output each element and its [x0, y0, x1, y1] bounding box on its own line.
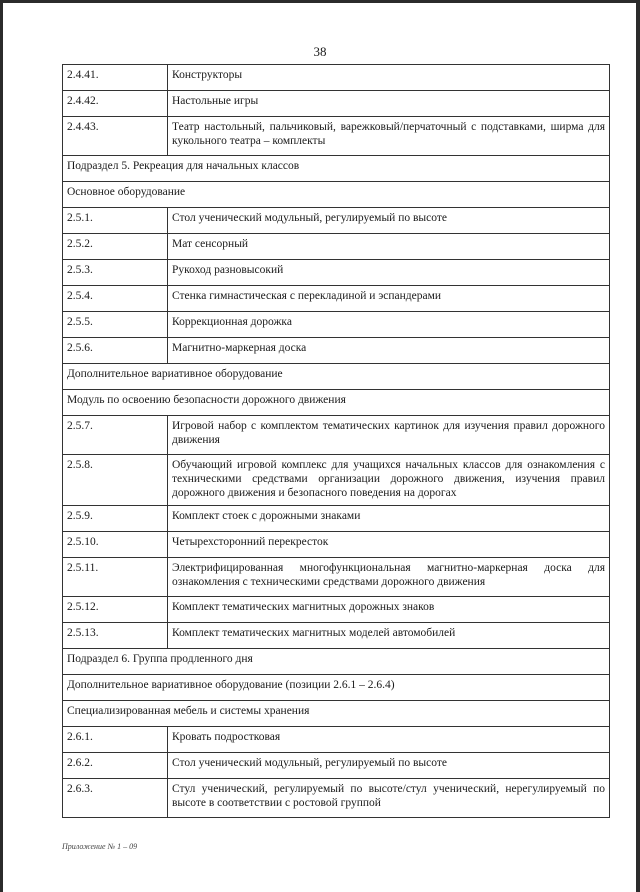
item-row	[63, 260, 610, 286]
item-number: 2.5.13.	[63, 623, 168, 649]
item-description: Мат сенсорный	[168, 234, 610, 260]
section-row	[63, 156, 610, 182]
item-number: 2.4.42.	[63, 91, 168, 117]
item-number: 2.5.7.	[63, 416, 168, 455]
item-description: Стол ученический модульный, регулируемый по высоте	[168, 208, 610, 234]
item-description: Стенка гимнастическая с перекладиной и эспандерами	[168, 286, 610, 312]
item-number: 2.5.2.	[63, 234, 168, 260]
section-heading: Основное оборудование	[63, 182, 610, 208]
item-number: 2.5.10.	[63, 532, 168, 558]
item-number: 2.5.4.	[63, 286, 168, 312]
item-description: Рукоход разновысокий	[168, 260, 610, 286]
item-row	[63, 312, 610, 338]
item-description: Настольные игры	[168, 91, 610, 117]
item-description: Комплект тематических магнитных дорожных знаков	[168, 597, 610, 623]
section-row	[63, 701, 610, 727]
item-row	[63, 623, 610, 649]
item-description: Обучающий игровой комплекс для учащихся начальных классов для ознакомления с техническими средствами организации дорожного движения, изучения правил дорожного движения и безопасного поведения на дорогах	[168, 455, 610, 506]
item-number: 2.5.8.	[63, 455, 168, 506]
page-number: 38	[313, 44, 327, 59]
item-row	[63, 234, 610, 260]
scan-edge-right	[636, 0, 640, 892]
item-description: Коррекционная дорожка	[168, 312, 610, 338]
item-description: Комплект тематических магнитных моделей автомобилей	[168, 623, 610, 649]
item-row	[63, 65, 610, 91]
section-row	[63, 390, 610, 416]
section-heading: Дополнительное вариативное оборудование	[63, 364, 610, 390]
item-description: Комплект стоек с дорожными знаками	[168, 506, 610, 532]
item-number: 2.5.9.	[63, 506, 168, 532]
item-number: 2.5.12.	[63, 597, 168, 623]
item-row	[63, 753, 610, 779]
section-heading: Подраздел 6. Группа продленного дня	[63, 649, 610, 675]
item-row	[63, 91, 610, 117]
scan-edge-top	[0, 0, 640, 3]
item-description: Театр настольный, пальчиковый, варежковый/перчаточный с подставками, ширма для кукольного театра – комплекты	[168, 117, 610, 156]
item-row	[63, 558, 610, 597]
item-row	[63, 455, 610, 506]
item-number: 2.4.43.	[63, 117, 168, 156]
item-row	[63, 416, 610, 455]
section-heading: Дополнительное вариативное оборудование (позиции 2.6.1 – 2.6.4)	[63, 675, 610, 701]
item-description: Стул ученический, регулируемый по высоте/стул ученический, нерегулируемый по высоте в соответствии с ростовой группой	[168, 779, 610, 818]
equipment-table-body	[63, 65, 610, 818]
item-number: 2.5.11.	[63, 558, 168, 597]
item-description: Кровать подростковая	[168, 727, 610, 753]
scan-edge-left	[0, 0, 3, 892]
item-number: 2.5.3.	[63, 260, 168, 286]
section-row	[63, 649, 610, 675]
section-row	[63, 364, 610, 390]
item-row	[63, 506, 610, 532]
item-row	[63, 597, 610, 623]
item-number: 2.5.1.	[63, 208, 168, 234]
section-heading: Подраздел 5. Рекреация для начальных классов	[63, 156, 610, 182]
section-heading: Модуль по освоению безопасности дорожного движения	[63, 390, 610, 416]
item-description: Электрифицированная многофункциональная магнитно-маркерная доска для ознакомления с техническими средствами дорожного движения	[168, 558, 610, 597]
item-row	[63, 208, 610, 234]
item-row	[63, 338, 610, 364]
item-number: 2.6.1.	[63, 727, 168, 753]
item-row	[63, 532, 610, 558]
item-number: 2.4.41.	[63, 65, 168, 91]
item-description: Магнитно-маркерная доска	[168, 338, 610, 364]
item-description: Четырехсторонний перекресток	[168, 532, 610, 558]
section-row	[63, 675, 610, 701]
item-number: 2.5.6.	[63, 338, 168, 364]
item-number: 2.5.5.	[63, 312, 168, 338]
section-heading: Специализированная мебель и системы хранения	[63, 701, 610, 727]
equipment-table	[62, 64, 610, 818]
item-row	[63, 779, 610, 818]
item-row	[63, 286, 610, 312]
item-description: Стол ученический модульный, регулируемый по высоте	[168, 753, 610, 779]
footer-note: Приложение № 1 – 09	[62, 842, 138, 851]
section-row	[63, 182, 610, 208]
item-description: Конструкторы	[168, 65, 610, 91]
item-row	[63, 727, 610, 753]
item-description: Игровой набор с комплектом тематических картинок для изучения правил дорожного движения	[168, 416, 610, 455]
item-row	[63, 117, 610, 156]
item-number: 2.6.3.	[63, 779, 168, 818]
item-number: 2.6.2.	[63, 753, 168, 779]
